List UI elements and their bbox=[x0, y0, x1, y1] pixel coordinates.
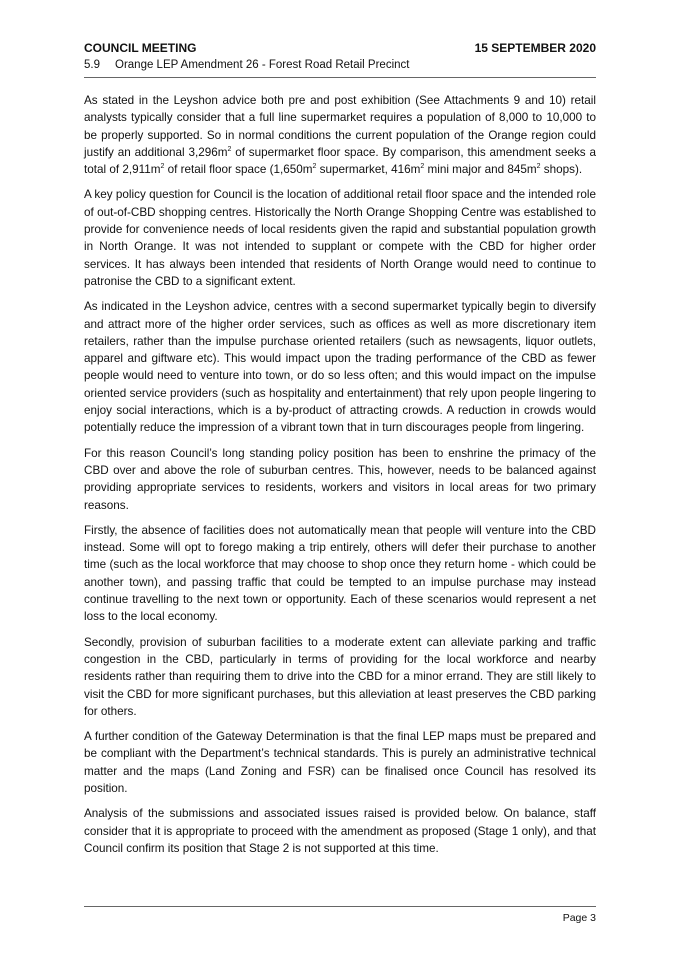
item-heading bbox=[84, 58, 409, 73]
paragraph-3: As indicated in the Leyshon advice, centres with a second supermarket typically begin to diversify and attract more of the higher order services, such as offices as well as more discretionary item retailers, rather than the impulse purchase oriented retailers (such as newsagents, liquor outlets, apparel and giftware etc). This would impact upon the trading performance of the CBD as fewer people would need to venture into town, or do so less often; and this would impact on the impulse oriented service providers (such as hospitality and entertainment) that rely upon people lingering to enjoy social interactions, which is a by-product of attracting crowds. A reduction in crowds would potentially reduce the impression of a vibrant town that in turn discourages people from lingering. bbox=[84, 300, 596, 435]
paragraph-5: Firstly, the absence of facilities does not automatically mean that people will venture into the CBD instead. Some will opt to forego making a trip entirely, others will defer their purchase to another time (such as the local workforce that may choose to shop once they return home - which could be another town), and passing traffic that could be tempted to an impulse purchase may instead continue travelling to the next town or opportunity. Each of these scenarios would represent a net loss to the local economy. bbox=[84, 523, 596, 624]
paragraph-1-text-a: As stated in the Leyshon advice both pre and post exhibition (See Attachments 9 and 10) retail analysts typically consider that a full line supermarket requires a population of 8,000 to 10,000 to be properly supported. So in normal conditions the current population of the Orange region could justify an additional 3,296m bbox=[84, 94, 596, 159]
paragraph-4: For this reason Council’s long standing policy position has been to enshrine the primacy of the CBD over and above the role of suburban centres. This, however, needs to be balanced against providing appropriate services to residents, workers and visitors in local areas for two primary reasons. bbox=[84, 446, 596, 512]
paragraph-1-text-d: supermarket, 416m bbox=[316, 163, 421, 177]
superscript: 2 bbox=[312, 163, 317, 171]
paragraph-1-text-c: of retail floor space (1,650m bbox=[164, 163, 313, 177]
paragraph-1-text-f: shops). bbox=[540, 163, 583, 177]
document-body bbox=[84, 92, 596, 865]
meeting-date: 15 SEPTEMBER 2020 bbox=[474, 41, 596, 55]
item-number: 5.9 bbox=[84, 59, 100, 71]
header-divider bbox=[84, 77, 596, 78]
paragraph-1-text-e: mini major and 845m bbox=[424, 163, 537, 177]
paragraph-6: Secondly, provision of suburban facilities to a moderate extent can alleviate parking and traffic congestion in the CBD, particularly in terms of providing for the local workforce and nearby residents rather than requiring them to drive into the CBD for a minor errand. They are still likely to visit the CBD for more significant purchases, but this alleviation at least preserves the CBD parking for others. bbox=[84, 635, 596, 718]
paragraph-2: A key policy question for Council is the location of additional retail floor space and the intended role of out-of-CBD shopping centres. Historically the North Orange Shopping Centre was established to provide for convenience needs of local residents given the rapid and substantial population growth in North Orange. It was not intended to supplant or compete with the CBD for higher order services. It has always been intended that residents of North Orange would need to continue to patronise the CBD to a significant extent. bbox=[84, 188, 596, 288]
superscript: 2 bbox=[160, 163, 165, 171]
paragraph-1 bbox=[84, 92, 596, 178]
page-header bbox=[84, 41, 596, 56]
superscript: 2 bbox=[227, 145, 232, 153]
superscript: 2 bbox=[536, 163, 541, 171]
paragraph-1-text-b: of supermarket floor space. By comparison, this amendment seeks a total of 2,911m bbox=[84, 145, 596, 177]
paragraph-7: A further condition of the Gateway Determination is that the final LEP maps must be prepared and be compliant with the Department’s technical standards. This is purely an administrative technical matter and the maps (Land Zoning and FSR) can be finalised once Council has resolved its position. bbox=[84, 730, 596, 795]
superscript: 2 bbox=[420, 163, 425, 171]
paragraph-8: Analysis of the submissions and associated issues raised is provided below. On balance, staff consider that it is appropriate to proceed with the amendment as proposed (Stage 1 only), and that Council confirm its position that Stage 2 is not supported at this time. bbox=[84, 807, 596, 855]
footer-divider bbox=[84, 906, 596, 907]
page-number: Page 3 bbox=[562, 912, 596, 924]
item-title: Orange LEP Amendment 26 - Forest Road Retail Precinct bbox=[115, 59, 410, 71]
meeting-title: COUNCIL MEETING bbox=[84, 41, 197, 55]
